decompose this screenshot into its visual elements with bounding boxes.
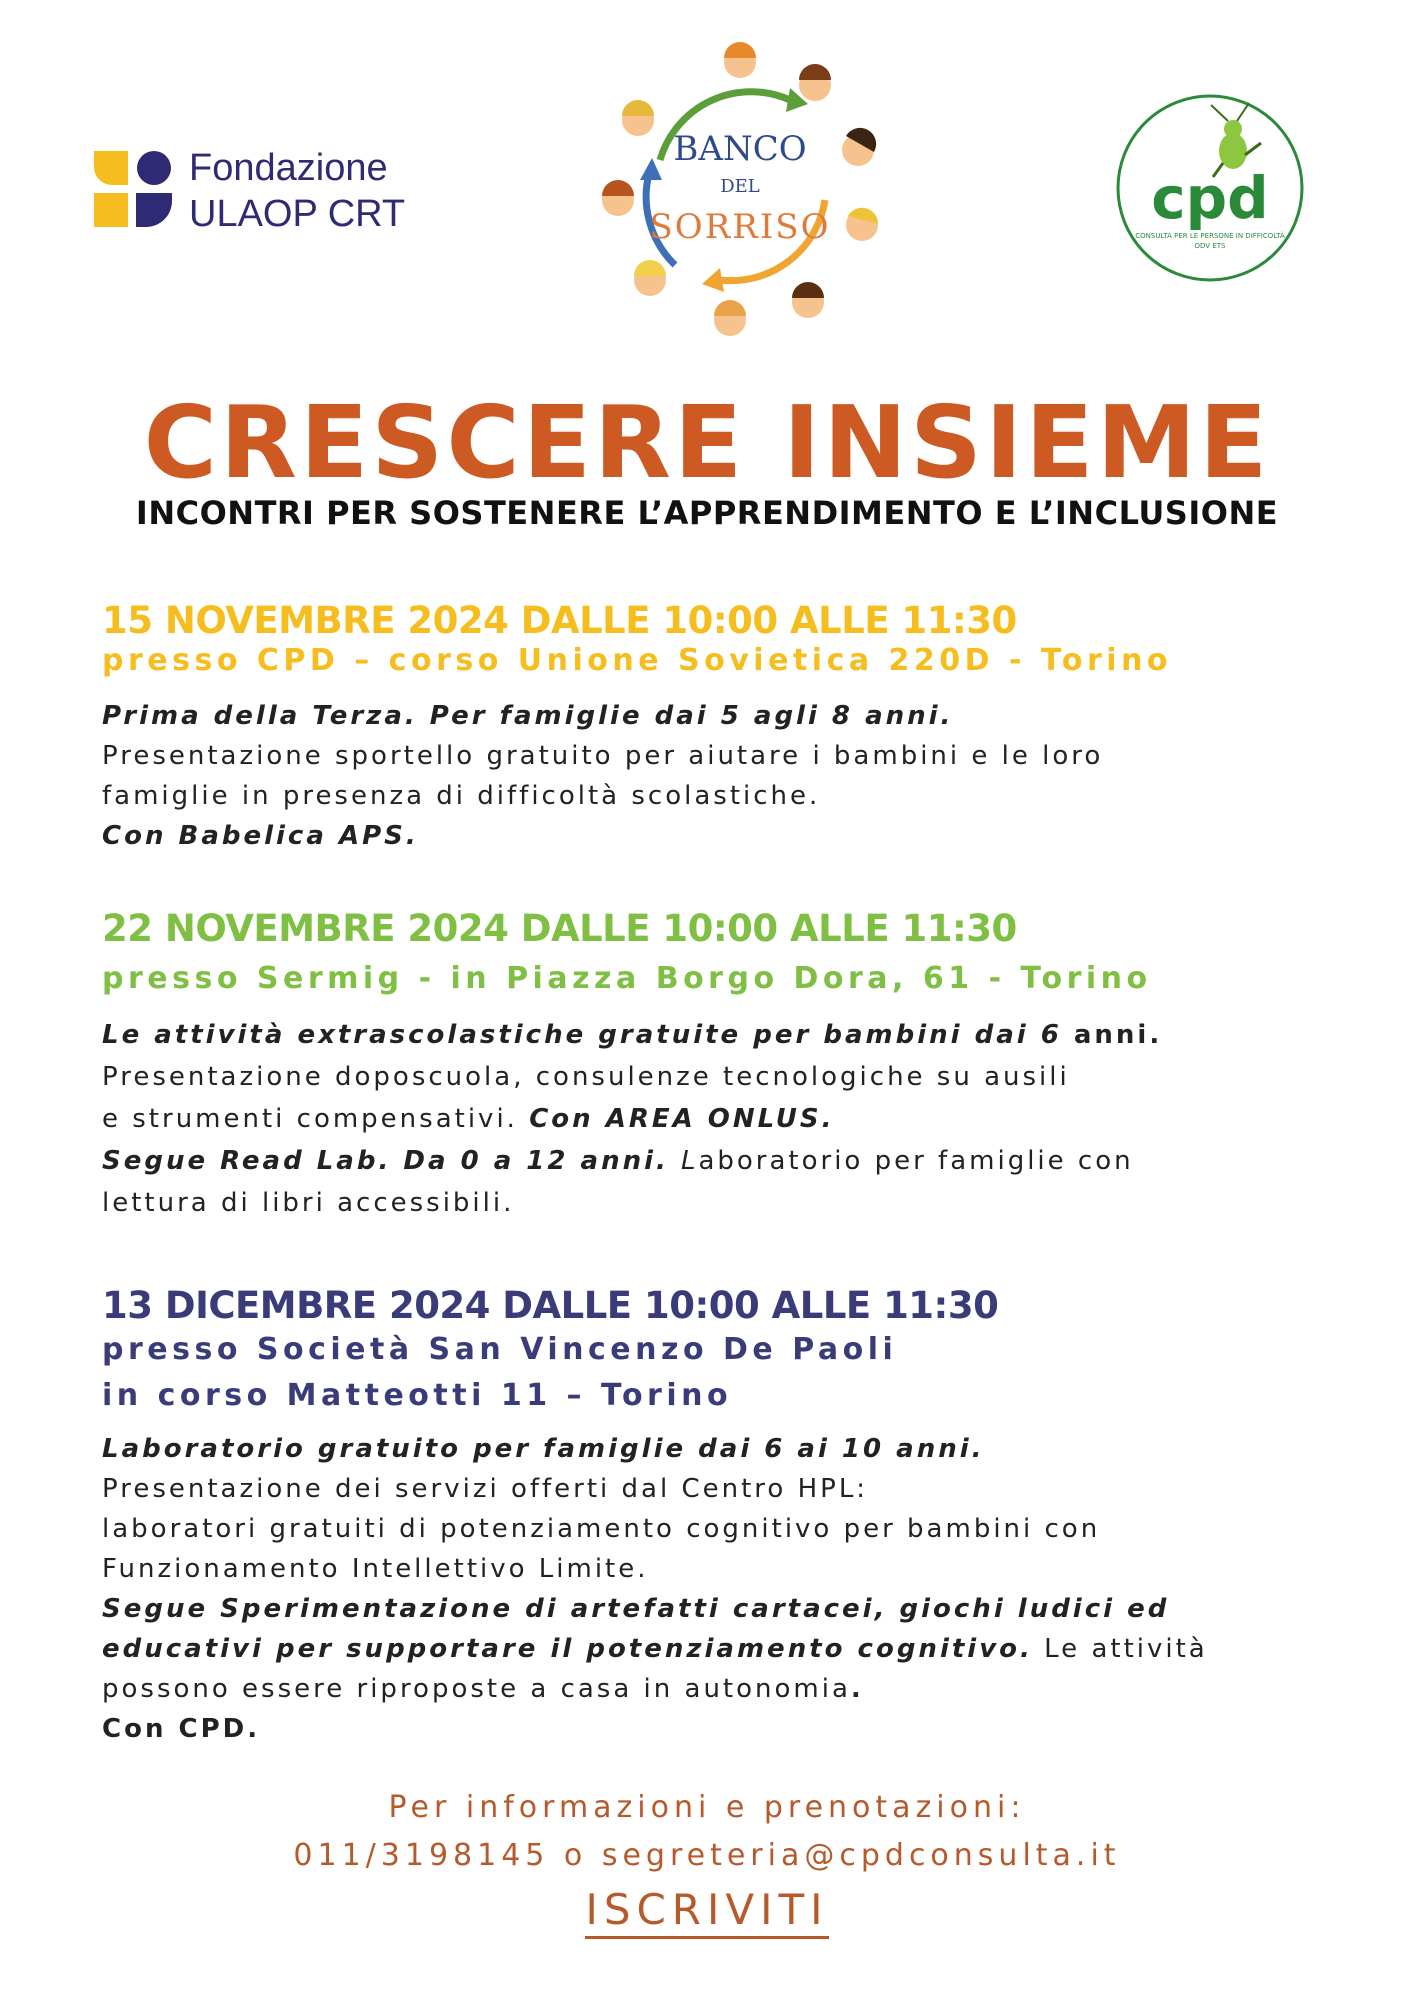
banco-text: BANCO [673, 129, 807, 169]
event-3 [102, 1283, 1332, 1749]
cpd-logo [1115, 93, 1305, 283]
event-3-desc-line-3: Funzionamento Intellettivo Limite. [102, 1554, 649, 1584]
event-3-place-line-1: presso Società San Vincenzo De Paoli [102, 1332, 898, 1367]
event-2-follow-italic: L [680, 1146, 699, 1176]
event-2-date: 22 NOVEMBRE 2024 DALLE 10:00 ALLE 11:30 [102, 907, 1017, 950]
event-3-follow-bold-2: educativi per supportare il potenziamento cognitivo. [102, 1634, 1033, 1664]
cpd-text: cpd [1151, 164, 1269, 232]
fondazione-ulaop-logo [94, 143, 434, 233]
event-3-follow-dot: . [850, 1674, 864, 1704]
event-3-place-line-2: in corso Matteotti 11 – Torino [102, 1378, 733, 1413]
children-circle-icon [590, 40, 890, 340]
fondazione-name: Fondazione [189, 147, 388, 189]
event-2-follow-line-2: lettura di libri accessibili. [102, 1188, 515, 1218]
event-1-date: 15 NOVEMBRE 2024 DALLE 10:00 ALLE 11:30 [102, 599, 1017, 642]
event-3-heading: Laboratorio gratuito per famiglie dai 6 ai 10 anni. [102, 1434, 985, 1464]
event-2-follow-bold: Segue Read Lab. Da 0 a 12 anni. [102, 1146, 681, 1176]
event-1-desc-line-1: Presentazione sportello gratuito per aiutare i bambini e le loro [102, 741, 1104, 771]
event-2-follow-rest: aboratorio per famiglie con [698, 1146, 1134, 1176]
del-text: DEL [720, 176, 760, 197]
event-1-heading: Prima della Terza. Per famiglie dai 5 agli 8 anni. [102, 701, 954, 731]
iscriviti-link[interactable] [0, 1882, 1414, 1938]
page-subtitle: INCONTRI PER SOSTENERE L’APPRENDIMENTO E L’INCLUSIONE [135, 494, 1279, 532]
cpd-caption-2: ODV ETS [1194, 242, 1226, 250]
event-3-partner: Con CPD. [102, 1714, 261, 1744]
page-title: CRESCERE INSIEME [143, 384, 1271, 501]
event-1-desc-line-2: famiglie in presenza di difficoltà scolastiche. [102, 781, 821, 811]
ulaop-name: ULAOP CRT [189, 193, 406, 235]
contact-info [0, 1784, 1414, 1880]
event-2 [102, 906, 1332, 1224]
event-1 [102, 598, 1332, 856]
event-1-place: presso CPD – corso Unione Sovietica 220D - Torino [102, 643, 1173, 678]
cpd-caption: CONSULTA PER LE PERSONE IN DIFFICOLTÀ [1135, 232, 1285, 240]
event-1-partner: Con Babelica APS. [102, 821, 419, 851]
event-2-partner: Con AREA ONLUS. [529, 1104, 835, 1134]
iscriviti-label[interactable]: ISCRIVITI [585, 1885, 828, 1939]
event-3-desc-line-1: Presentazione dei servizi offerti dal Centro HPL: [102, 1474, 869, 1504]
event-2-heading-tail: anni. [1061, 1020, 1163, 1050]
event-3-date: 13 DICEMBRE 2024 DALLE 10:00 ALLE 11:30 [102, 1284, 999, 1327]
contact-info-line-1: Per informazioni e prenotazioni: [388, 1790, 1026, 1825]
fondazione-ulaop-mark-icon [94, 151, 174, 233]
banco-del-sorriso-logo [590, 40, 890, 340]
event-3-follow-line-3: possono essere riproposte a casa in autonomia [102, 1674, 851, 1704]
event-2-heading: Le attività extrascolastiche gratuite per bambini dai 6 [102, 1020, 1062, 1050]
event-3-follow-rest: Le attività [1032, 1634, 1208, 1664]
contact-info-line-2[interactable]: 011/3198145 o segreteria@cpdconsulta.it [293, 1838, 1121, 1873]
sorriso-text: SORRISO [649, 207, 831, 247]
event-2-desc-line-2: e strumenti compensativi. [102, 1104, 530, 1134]
event-2-place: presso Sermig - in Piazza Borgo Dora, 61 - Torino [102, 961, 1152, 996]
event-3-follow-bold-1: Segue Sperimentazione di artefatti cartacei, giochi ludici ed [102, 1594, 1170, 1624]
event-2-desc-line-1: Presentazione doposcuola, consulenze tecnologiche su ausili [102, 1062, 1070, 1092]
event-3-desc-line-2: laboratori gratuiti di potenziamento cognitivo per bambini con [102, 1514, 1101, 1544]
